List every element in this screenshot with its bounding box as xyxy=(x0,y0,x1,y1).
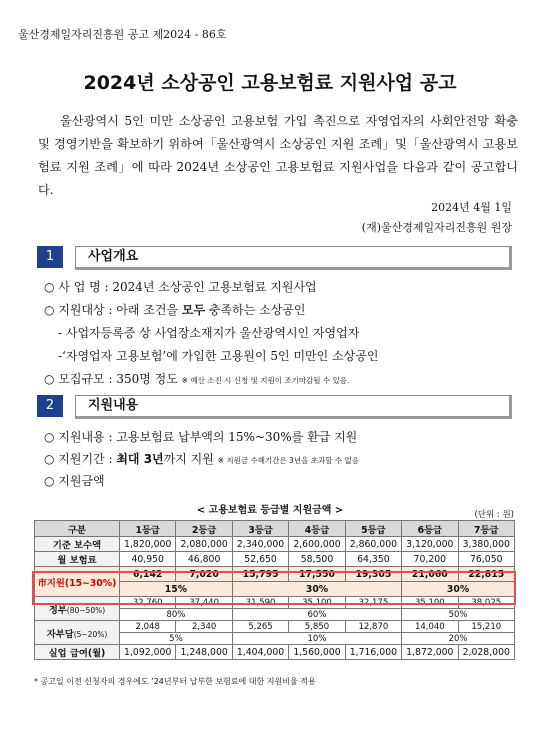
rate-cell: 80% xyxy=(120,609,233,621)
table-cell: 58,500 xyxy=(289,552,345,567)
support-amount-table xyxy=(34,520,515,660)
section-header-support xyxy=(37,395,512,417)
table-cell: 21,060 xyxy=(402,567,458,582)
row-header xyxy=(35,597,120,621)
table-cell: 19,305 xyxy=(345,567,401,582)
row-header-text: 정부 xyxy=(48,604,67,616)
table-cell: 1,248,000 xyxy=(176,645,232,660)
table-cell: 2,600,000 xyxy=(289,537,345,552)
row-header xyxy=(35,621,120,645)
eligibility-prefix: ○ 지원대상 : 아래 조건을 xyxy=(44,303,182,317)
table-row-base-pay xyxy=(35,537,515,552)
eligibility-emphasis: 모두 xyxy=(181,303,206,317)
table-cell: 2,860,000 xyxy=(345,537,401,552)
recruit-scale-text: ○ 모집규모 : 350명 정도 xyxy=(44,372,178,386)
table-cell: 35,100 xyxy=(289,597,345,609)
rate-cell: 5% xyxy=(120,633,233,645)
table-cell: 2,028,000 xyxy=(458,645,514,660)
section-number: 2 xyxy=(37,395,63,417)
table-cell: 64,350 xyxy=(345,552,401,567)
footnote: * 공고일 이전 신청자의 경우에도 ’24년부터 납부한 보험료에 대한 지원비율 적용 xyxy=(34,677,316,686)
table-row-city-support xyxy=(35,567,515,582)
eligibility-condition-1: - 사업자등록증 상 사업장소재지가 울산광역시인 자영업자 xyxy=(58,326,360,340)
issuer: (재)울산경제일자리진흥원 원장 xyxy=(361,221,512,234)
announcement-number: 울산경제일자리진흥원 공고 제2024 - 86호 xyxy=(18,28,227,41)
project-name-line: ○ 사 업 명 : 2024년 소상공인 고용보험료 지원사업 xyxy=(44,280,317,294)
column-header: 2등급 xyxy=(176,521,232,537)
column-header: 7등급 xyxy=(458,521,514,537)
support-content-line: ○ 지원내용 : 고용보험료 납부액의 15%~30%를 환급 지원 xyxy=(44,430,358,444)
table-cell: 37,440 xyxy=(176,597,232,609)
table-row-gov xyxy=(35,597,515,609)
table-cell: 3,120,000 xyxy=(402,537,458,552)
rate-cell: 30% xyxy=(232,582,401,597)
eligibility-condition-2: -‘자영업자 고용보험’에 가입한 고용원이 5인 미만인 소상공인 xyxy=(58,349,379,363)
section-label: 지원내용 xyxy=(75,395,512,419)
recruit-scale-line xyxy=(44,370,349,387)
rate-cell: 50% xyxy=(402,609,515,621)
column-header: 구분 xyxy=(35,521,120,537)
table-cell: 7,020 xyxy=(176,567,232,582)
row-header: 기준 보수액 xyxy=(35,537,120,552)
column-header: 6등급 xyxy=(402,521,458,537)
page-title: 2024년 소상공인 고용보험료 지원사업 공고 xyxy=(83,72,457,94)
table-header-row xyxy=(35,521,515,537)
table-cell: 5,850 xyxy=(289,621,345,633)
support-period-prefix: ○ 지원기간 : xyxy=(44,452,117,466)
table-row-self xyxy=(35,621,515,633)
rate-cell: 60% xyxy=(232,609,401,621)
support-amount-line: ○ 지원금액 xyxy=(44,474,105,488)
table-cell: 52,650 xyxy=(232,552,288,567)
eligibility-line xyxy=(44,301,305,318)
table-cell: 40,950 xyxy=(120,552,176,567)
table-cell: 2,048 xyxy=(120,621,176,633)
recruit-scale-note: ※ 예산 소진 시 신청 및 지원이 조기마감될 수 있음. xyxy=(181,376,350,385)
column-header: 1등급 xyxy=(120,521,176,537)
rate-cell: 15% xyxy=(120,582,233,597)
table-cell: 1,404,000 xyxy=(232,645,288,660)
table-cell: 5,265 xyxy=(232,621,288,633)
table-cell: 3,380,000 xyxy=(458,537,514,552)
table-cell: 6,142 xyxy=(120,567,176,582)
support-period-line xyxy=(44,450,359,467)
rate-cell: 30% xyxy=(402,582,515,597)
section-number: 1 xyxy=(37,246,63,268)
table-cell: 1,872,000 xyxy=(402,645,458,660)
table-cell: 31,590 xyxy=(232,597,288,609)
row-header-note: (5~20%) xyxy=(73,629,108,639)
eligibility-suffix: 충족하는 소상공인 xyxy=(205,303,306,317)
table-cell: 35,100 xyxy=(402,597,458,609)
row-header: 월 보험료 xyxy=(35,552,120,567)
table-cell: 1,092,000 xyxy=(120,645,176,660)
table-cell: 2,340 xyxy=(176,621,232,633)
table-cell: 38,025 xyxy=(458,597,514,609)
table-cell: 22,815 xyxy=(458,567,514,582)
column-header: 4등급 xyxy=(289,521,345,537)
table-cell: 46,800 xyxy=(176,552,232,567)
table-cell: 2,340,000 xyxy=(232,537,288,552)
table-cell: 76,050 xyxy=(458,552,514,567)
table-cell: 15,795 xyxy=(232,567,288,582)
table-cell: 12,870 xyxy=(345,621,401,633)
table-row-actual-pay xyxy=(35,645,515,660)
table-title: < 고용보험료 등급별 지원금액 > xyxy=(196,505,344,516)
support-period-note: ※ 지원금 수혜기간은 3년을 초과할 수 없음 xyxy=(217,456,359,465)
column-header: 5등급 xyxy=(345,521,401,537)
table-cell: 17,550 xyxy=(289,567,345,582)
intro-paragraph: 울산광역시 5인 미만 소상공인 고용보험 가입 촉진으로 자영업자의 사회안전망 확충 및 경영기반을 확보하기 위하여「울산광역시 소상공인 지원 조례」및「울산광역시 고용보험료 지원 조례」에 따라 2024년 소상공인 고용보험료 지원사업을 다음과 같이 공고합니다. xyxy=(38,114,518,197)
table-cell: 1,820,000 xyxy=(120,537,176,552)
row-header-text: 자부담 xyxy=(46,628,74,640)
section-label: 사업개요 xyxy=(75,246,512,270)
rate-cell: 20% xyxy=(402,633,515,645)
section-header-overview xyxy=(37,246,512,268)
table-cell: 1,716,000 xyxy=(345,645,401,660)
table-cell: 32,760 xyxy=(120,597,176,609)
support-period-suffix: 까지 지원 xyxy=(163,452,214,466)
row-header: 실업 급여(월) xyxy=(35,645,120,660)
table-cell: 15,210 xyxy=(458,621,514,633)
table-unit: (단위 : 원) xyxy=(474,510,514,520)
row-header: 市지원(15~30%) xyxy=(35,567,120,597)
table-cell: 1,560,000 xyxy=(289,645,345,660)
table-cell: 70,200 xyxy=(402,552,458,567)
support-period-emphasis: 최대 3년 xyxy=(116,452,164,466)
table-cell: 2,080,000 xyxy=(176,537,232,552)
announcement-date: 2024년 4월 1일 xyxy=(431,201,512,214)
table-cell: 32,175 xyxy=(345,597,401,609)
column-header: 3등급 xyxy=(232,521,288,537)
row-header-note: (80~50%) xyxy=(66,605,106,615)
table-row-monthly-premium xyxy=(35,552,515,567)
table-cell: 14,040 xyxy=(402,621,458,633)
rate-cell: 10% xyxy=(232,633,401,645)
